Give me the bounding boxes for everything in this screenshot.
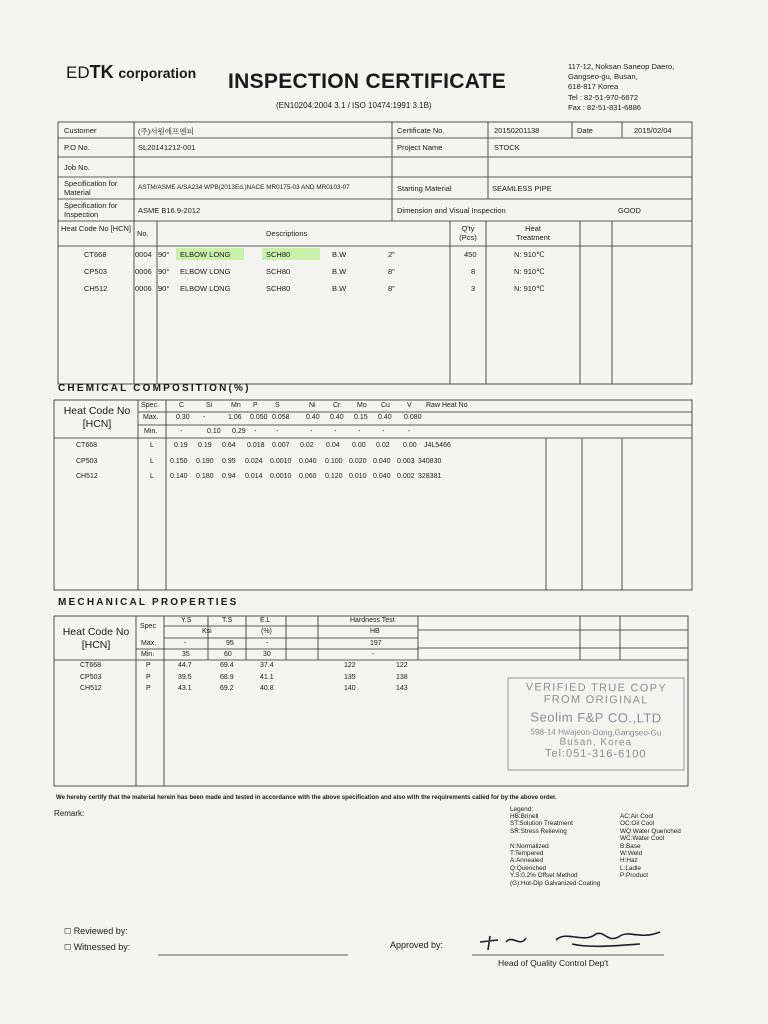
row-end: B.W (332, 284, 347, 293)
mech-row-ts: 69.2 (220, 685, 234, 692)
items-no-header: No. (137, 229, 149, 238)
legend-entry: AC:Air Cool (620, 813, 654, 820)
chem-row-value: 0.190 (196, 457, 214, 465)
row-sch: SCH80 (266, 267, 291, 276)
mech-row-ys: 44.7 (178, 662, 192, 669)
approved-label: Approved by: (390, 940, 444, 950)
row-no: 0006 (135, 284, 152, 293)
logo-mark: ED (66, 63, 90, 82)
chem-row-value: 0.120 (325, 473, 343, 480)
job-label: Job No. (64, 163, 90, 172)
chem-row-value: 0.007 (272, 442, 290, 449)
chemical-section-title: CHEMICAL COMPOSITION(%) (58, 383, 251, 394)
customer-value: (주)서원에프엔피 (138, 127, 194, 136)
project-value: STOCK (494, 143, 520, 152)
mech-ys-label: Y.S (181, 617, 192, 624)
legend-entry: N:Normalized (510, 842, 549, 850)
mech-row-hb2: 138 (396, 673, 408, 681)
project-label: Project Name (397, 143, 443, 152)
mech-max-ys: - (184, 640, 187, 647)
address-line: 117-12, Noksan Saneop Daero, (568, 62, 675, 71)
legend-left-column (510, 813, 600, 887)
legend-entry: (G):Hot-Dip Galvanized Coating (510, 879, 601, 887)
mech-min-ys: 35 (182, 651, 190, 658)
mech-min-el: 30 (263, 651, 271, 658)
mech-min-ts: 60 (224, 651, 232, 658)
mech-row-hcn: CH512 (80, 685, 102, 692)
row-sch: SCH80 (266, 284, 291, 293)
mech-row-ys: 39.5 (178, 673, 192, 681)
chem-row-value: 0.150 (170, 457, 188, 465)
row-angle: 90° (158, 284, 170, 293)
row-qty: 450 (464, 250, 477, 259)
chem-element-header: Raw Heat No (426, 402, 468, 409)
chem-element-header: V (407, 402, 412, 409)
chem-row-spec: L (150, 442, 154, 449)
stamp-line: FROM ORIGINAL (543, 693, 649, 707)
row-end: B.W (332, 267, 347, 276)
witnessed-checkbox-icon: ☐ (64, 943, 72, 952)
chem-min-value: 0.10 (207, 428, 221, 435)
mech-row-el: 40.8 (260, 685, 274, 692)
chem-max-value: 0.40 (378, 414, 392, 421)
witnessed-by (64, 942, 130, 952)
row-hcn: CP503 (84, 267, 107, 276)
chem-max-value: - (203, 414, 206, 421)
legend-entry: HB:Brinell (510, 813, 539, 820)
row-ht: N: 910℃ (514, 284, 545, 293)
stamp-line: Busan, Korea (559, 736, 633, 749)
mech-max-label: Max. (141, 640, 157, 647)
spec-material-value: ASTM/ASME A/SA234 WPB(2013Ed.)NACE MR0175-03 AND MR0103-07 (138, 184, 350, 191)
chem-max-value: 0.40 (330, 414, 344, 421)
starting-material-label: Starting Material (397, 184, 452, 193)
chem-row-value: 0.140 (170, 473, 188, 480)
chem-row-value: 0.024 (245, 457, 263, 465)
chem-max-value: 0.15 (354, 414, 368, 421)
row-hcn: CT668 (84, 250, 107, 259)
mech-row-hb1: 135 (344, 673, 356, 681)
address-line: Tel : 82-51-970-6672 (568, 92, 639, 102)
row-desc: ELBOW LONG (180, 284, 231, 293)
chem-row-value: 0.04 (326, 442, 340, 449)
row-ht: N: 910℃ (514, 250, 545, 259)
chem-min-value: - (254, 428, 257, 435)
legend-entry: Q:Quenched (510, 864, 547, 872)
spec-inspection-label: Specification for Inspection (64, 201, 118, 219)
legend-entry: WC:Water Cool (620, 835, 665, 843)
chem-row-value: 0.19 (174, 442, 188, 449)
mech-max-ts: 95 (226, 640, 234, 647)
chem-min-value: - (408, 428, 411, 435)
mech-row-ys: 43.1 (178, 685, 192, 692)
row-hcn: CH512 (84, 284, 108, 293)
stamp-line: Seolim F&P CO.,LTD (530, 709, 662, 726)
items-heat-code-header: Heat Code No [HCN] (60, 224, 132, 233)
chem-row-value: 0.19 (198, 442, 212, 449)
chem-max-value: 0.30 (176, 414, 190, 421)
legend-entry: P:Product (620, 872, 649, 880)
chem-row-value: 0.060 (299, 473, 317, 480)
mech-spec-label: Spec (140, 623, 156, 630)
chem-element-header: C (179, 402, 185, 409)
logo-tk: TK (89, 62, 114, 82)
chem-row-value: 0.100 (325, 457, 343, 465)
starting-material-value: SEAMLESS PIPE (492, 184, 552, 193)
chem-element-header: P (253, 402, 258, 409)
chem-max-value: 0.058 (272, 414, 290, 421)
mech-row-spec: P (146, 685, 151, 692)
legend-entry: SR:Stress Relieving (510, 827, 567, 835)
stamp-line: 598-14 Hwajeon-Dong,Gangseo-Gu (530, 727, 662, 738)
chem-max-label: Max. (143, 414, 159, 421)
chem-row-spec: L (150, 473, 154, 480)
items-qty-header: Q'ty (Pcs) (459, 224, 477, 242)
remark-label: Remark: (54, 809, 85, 818)
row-end: B.W (332, 250, 347, 259)
mech-max-hb: 197 (370, 640, 382, 647)
witnessed-label: Witnessed by: (73, 942, 131, 952)
legend-entry: L:Ladle (620, 864, 641, 872)
mech-row-hb1: 122 (344, 662, 356, 669)
mech-el-label: E.L (260, 617, 271, 624)
customer-label: Customer (64, 126, 97, 135)
row-no: 0006 (135, 267, 152, 276)
chem-min-value: - (276, 428, 279, 435)
mech-row-el: 41.1 (260, 673, 274, 681)
address-line: 618-817 Korea (568, 82, 619, 92)
page-title: INSPECTION CERTIFICATE (228, 70, 507, 93)
mech-row-hb2: 143 (396, 685, 408, 692)
mech-row-spec: P (146, 673, 151, 681)
chem-row-value: 0.003 (397, 457, 415, 465)
mech-row-ts: 69.4 (220, 662, 234, 669)
mech-row-hcn: CP503 (80, 673, 102, 681)
chem-row-hcn: CT668 (76, 442, 98, 449)
chem-row-value: 0.010 (349, 473, 367, 480)
mech-row-el: 37.4 (260, 662, 274, 669)
po-label: P.O No. (64, 143, 90, 152)
chem-min-value: - (310, 428, 313, 435)
row-angle: 90° (158, 250, 170, 259)
mech-hardness-label: Hardness Test (350, 617, 395, 624)
stamp-line: VERIFIED TRUE COPY (525, 681, 667, 695)
row-desc: ELBOW LONG (180, 267, 231, 276)
dim-visual-value: GOOD (618, 206, 641, 215)
spec-material-label: Specification for Material (64, 179, 118, 197)
logo-corporation: corporation (118, 65, 197, 81)
legend-right-column (620, 813, 681, 880)
mech-min-label: Min. (141, 651, 155, 658)
address-line: Gangseo-gu, Busan, (568, 72, 638, 82)
mech-row-hb2: 122 (396, 662, 408, 669)
certificate-no-label: Certificate No. (397, 126, 445, 135)
row-size: 8" (388, 267, 395, 276)
mech-row-spec: P (146, 662, 151, 669)
items-heat-treatment-header: Heat Treatment (516, 224, 550, 242)
mech-hb-label: HB (370, 628, 380, 635)
legend-title: Legend: (510, 806, 534, 813)
chem-row-value: 0.95 (222, 457, 236, 465)
mech-max-el: - (266, 640, 269, 647)
reviewed-checkbox-icon: ☐ (64, 927, 72, 936)
row-qty: 8 (471, 267, 476, 276)
legend-entry: W:Weld (620, 850, 643, 858)
chem-row-value: 0.02 (376, 442, 390, 449)
row-desc: ELBOW LONG (180, 250, 231, 259)
date-label: Date (577, 126, 593, 135)
mechanical-section-title: MECHANICAL PROPERTIES (58, 597, 239, 608)
standard-subtitle: (EN10204:2004 3.1 / ISO 10474:1991 3.1B) (276, 101, 432, 110)
chem-row-value: 0.64 (222, 442, 236, 449)
chem-min-value: - (358, 428, 361, 435)
mech-row-ts: 68.9 (220, 673, 234, 681)
chem-row-value: 0.040 (373, 473, 391, 480)
chem-heat-code-label: Heat Code No [HCN] (63, 405, 131, 430)
date-value: 2015/02/04 (634, 126, 672, 135)
verified-copy-stamp (508, 677, 685, 771)
chem-min-value: - (382, 428, 385, 435)
certification-statement: We hereby certify that the material herein has been made and tested in accordance with the above specification and also with the requirements called for by the above order. (56, 794, 557, 801)
chem-max-value: 1.06 (228, 414, 242, 421)
chem-element-header: Ni (309, 402, 316, 409)
head-of-qc-label: Head of Quality Control Dep't (498, 958, 609, 968)
chem-element-header: Mo (357, 402, 367, 409)
legend-entry (510, 835, 600, 842)
chem-min-value: - (180, 428, 183, 435)
mech-ksi-label: Ksi (202, 628, 212, 635)
spec-inspection-value: ASME B16.9-2012 (138, 206, 201, 215)
stamp-line: Tel:051-316-6100 (544, 747, 647, 761)
reviewed-label: Reviewed by: (73, 926, 128, 936)
chem-min-value: - (334, 428, 337, 435)
row-sch: SCH80 (266, 250, 291, 259)
dim-visual-label: Dimension and Visual Inspection (397, 206, 506, 215)
chem-element-header: S (275, 402, 280, 409)
chem-max-value: 0.050 (250, 414, 268, 421)
mech-heat-code-label: Heat Code No [HCN] (62, 626, 130, 651)
mech-min-hb: - (372, 651, 375, 658)
legend-entry: Y.S:0.2% Offset Method (510, 872, 578, 880)
chem-row-value: 0.002 (397, 473, 415, 480)
chem-row-value: 0.180 (196, 473, 214, 480)
chem-row-value: 0.94 (222, 473, 236, 480)
chem-row-value: 328381 (418, 473, 442, 480)
address-line: Fax : 82-51-831-6886 (568, 102, 642, 112)
mech-ts-label: T.S (222, 617, 233, 624)
chem-row-value: 0.00 (403, 442, 417, 449)
row-size: 2" (388, 250, 395, 259)
legend-entry: ST:Solution Treatment (510, 820, 573, 828)
chem-max-value: 0.40 (306, 414, 320, 421)
legend-entry: T:Tempered (510, 850, 544, 858)
chem-row-value: 0.0010 (270, 457, 292, 465)
chem-row-value: J4L5466 (424, 442, 451, 449)
row-no: 0004 (135, 250, 152, 259)
chem-row-hcn: CP503 (76, 457, 98, 465)
chem-row-spec: L (150, 457, 154, 465)
chem-max-value: 0.080 (404, 414, 422, 421)
chem-row-value: 0.0010 (270, 473, 292, 480)
row-ht: N: 910℃ (514, 267, 545, 276)
row-angle: 90° (158, 267, 170, 276)
row-qty: 3 (471, 284, 476, 293)
chem-row-value: 0.00 (352, 442, 366, 449)
chem-element-header: Cu (381, 402, 390, 409)
chem-row-value: 0.018 (247, 442, 265, 449)
chem-element-header: Si (206, 402, 213, 409)
chem-element-header: Cr (333, 402, 341, 409)
legend-entry: A:Annealed (510, 857, 544, 865)
legend-entry: B:Base (620, 842, 641, 850)
legend-entry: OC:Oil Cool (620, 820, 655, 828)
row-size: 8" (388, 284, 395, 293)
chem-row-value: 0.020 (349, 457, 367, 465)
po-value: SL20141212-001 (138, 143, 196, 152)
chem-row-value: 340830 (418, 457, 442, 465)
mech-row-hb1: 140 (344, 685, 356, 692)
chem-element-header: Mn (231, 402, 241, 409)
chem-row-hcn: CH512 (76, 473, 98, 480)
mech-pct-label: (%) (261, 628, 272, 635)
legend-entry: H:Haz (620, 857, 638, 865)
chem-row-value: 0.014 (245, 473, 263, 480)
chem-row-value: 0.02 (300, 442, 314, 449)
chem-spec-label: Spec. (141, 402, 159, 409)
certificate-no-value: 20150201138 (494, 126, 540, 135)
reviewed-by (64, 926, 128, 936)
legend-entry: WQ:Water Quenched (620, 827, 681, 835)
items-descriptions-header: Descriptions (266, 229, 308, 238)
chem-row-value: 0.040 (299, 457, 317, 465)
chem-min-label: Min. (144, 428, 158, 435)
chem-min-value: 0.29 (232, 428, 246, 435)
mech-row-hcn: CT668 (80, 662, 102, 669)
chem-row-value: 0.040 (373, 457, 391, 465)
